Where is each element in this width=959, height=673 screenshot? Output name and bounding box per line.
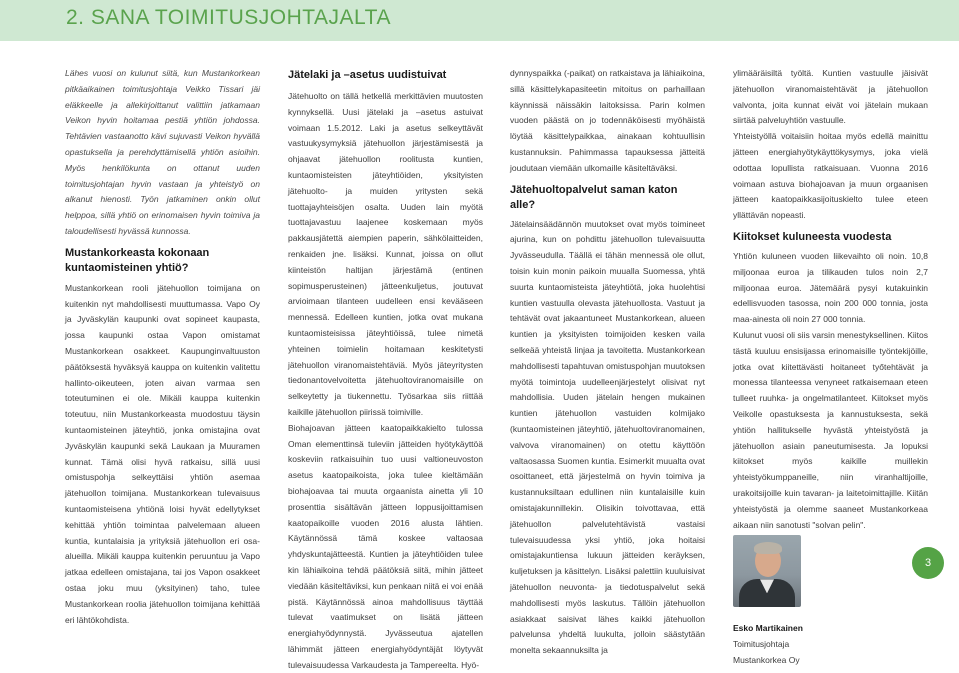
- body-paragraph: Biohajoavan jätteen kaatopaikkakielto tulossa Oman elementtinsä tuleviin jätteiden hyötykäyttöä koskeviin ratkaisuihin tuo uusi valtioneuvoston asetus kaatopaikoista, joka tulee kieltämään biohajoavaa tai muuta orgaanista ainetta yli 10 prosenttia sisältävän jätteen loppusijoittamisen kaatopaikoille vuoden 2016 alusta lähtien. Käytännössä tämä koskee valtaosaa yhdyskuntajätteestä. Kuntien ja jäteyhtiöiden tulee kin lähiaikoina tehdä päätöksiä siitä, mihin jätteet viedään käsiteltäviksi, kun penkaan niitä ei voi enää pistä. Käytännössä ainoa mahdollisuus täyttää tulevat vaatimukset on lisätä jätteen energiahyödynnystä. Jyvässeutua ajatellen lähimmät jätteen energiahyödyntäjät löytyvät tulevaisuudessa Varkaudesta ja Tampereelta. Hyö-: [288, 422, 483, 670]
- column-4: [733, 66, 928, 669]
- body-paragraph: Jätelainsäädännön muutokset ovat myös toimineet ajurina, kun on pohdittu jätehuollon tulevaisuutta Jyvässeudulla. Täällä ei tähän mennessä ole ollut, toisin kuin monin paikoin muualla Suomessa, yhtä suurta kuntaomisteista jäteyhtiötä, joka huolehtisi kuntien vastuulla olevasta jätehuollosta. Vastuut ja tehtävät ovat jakaantuneet Mustankorkean, alueen kuntien ja yksityisten toimijoiden kesken vaila selkeää yhteistä linjaa ja tavoitetta. Mustankorkean mahdollisesti tapahtuvan omistuspohjan muutoksen myötä toimintoja uudelleenjärjestelyt olisivat nyt mahdollisia. Uuden jätelain hengen mukainen kuntien jätehuollon vastuiden kolmijako (kuntaomisteinen jäteyhtiö, jätehuoltoviranomainen, valvova viranomainen) on otettu käyttöön valtaosassa Suomen kuntia. Esimerkit muualta ovat osoittaneet, että järjestelmä on hyvin toimiva ja kustannuksiltaan edullinen niin kuntalaisille kuin omistajakunnillekin. Olisikin toivottavaa, että jätehuollon palvelutehtävistä vastaisi tulevaisuudessa yksi yhtiö, joka hoitaisi omistajakuntiensa lukuun jätteiden keräyksen, kuljetuksen ja käsittelyn. Lisäksi palettiin kuuluisivat jätehuollon neuvonta- ja tiedotuspalvelut sekä mahdollisesti myös laskutus. Tällöin jätehuollon asiakkaat saisivat lähes kaikki jätehuollon palvelunsa yhdeltä luukulta, jolloin säästytään monelta sekaannuksilta ja: [510, 218, 705, 656]
- body-paragraph: Jätehuolto on tällä hetkellä merkittävien muutosten kynnyksellä. Uusi jätelaki ja –asetus astuivat voimaan 1.5.2012. Laki ja asetus selkeyttävät vastuukysymyksiä jätehuollon järjestämisestä ja ohjaavat jätehuollon roolitusta kuntien, kuntaomisteisten jäteyhtiöiden, yksityisten jätehuolto- ja muiden yritysten sekä tuottajayhteisöjen osalta. Uuden lain myötä tuottajavastuu laajenee koskemaan myös pakkausjätettä aiempien paperin, sähkölaitteiden, renkaiden jne. lisäksi. Kunnat, joissa on ollut kiinteistön haltijan järjestämä (entinen sopimusperusteinen) jätteenkuljetus, joutuvat arvioimaan tilanteen uudelleen ensi kevääseen mennessä. Edelleen kuntien, jotka ovat mukana kuntaomisteisissa jäteyhtiöissä, tulee nimetä yhteinen toimielin hoitamaan keskitetysti jätehuollon viranomaistehtäviä. Myös jäteyritysten tiedonantovelvoitetta jätehuoltoviranomaisille on selkeytetty ja tiukennettu. Työsarkaa siis riittää kaikille jätehuollon piirissä toimiville.: [288, 91, 483, 417]
- body-paragraph: Kulunut vuosi oli siis varsin menestyksellinen. Kiitos tästä kuuluu ensisijassa erinomaisille työntekijöille, jotka ovat kiitettävästi hoitaneet tyőtehtävät ja monessa tilanteessa venyneet ratkaisemaan eteen tulleet ruuhka- ja ongelmatilanteet. Kiitokset myös Veikolle opastuksesta ja kannustuksesta, sekä yhtiön hallitukselle hyvästä yhteistyöstä ja jätehuollon asiain paneutumisesta. Ja lopuksi kiitokset myös kaikille muillekin yhteistyökumppaneille, niin viranhaltijoille, urakoitsijoille kuin tavaran- ja laitetoimittajille. Kiitän yhteistyöstä ja olemme saaneet Mustankorkeaa aikaan niin sanotusti "solvan pelin".: [733, 329, 928, 530]
- portrait-photo: [733, 535, 801, 607]
- portrait-hair: [754, 542, 782, 554]
- intro-paragraph: Lähes vuosi on kulunut siitä, kun Mustankorkean pitkäaikainen toimitusjohtaja Veikko Tissari jäi eläkkeelle ja allekirjoittanut valittiin jatkamaan Veikon hyvin hoitamaa pestiä yhtiön johdossa. Tehtävien vastaanotto kävi sujuvasti Veikon hyvällä opastuksella ja perehdyttämisellä yhtiön asioihin. Myös henkilökunta on ottanut uuden toimitusjohtajan hyvin vastaan ja yhteistyö on alkanut hienosti. Työn jatkaminen onkin ollut helppoa, sillä yhtiö on erinomaisen hyvin toimiva ja taloudellisesti hyvässä kunnossa.: [65, 68, 260, 236]
- signature-title: Toimitusjohtaja: [733, 639, 790, 650]
- section-heading-waste-law: Jätelaki ja –asetus uudistuivat: [288, 69, 447, 81]
- body-paragraph: dynnyspaikka (-paikat) on ratkaistava ja lähiaikoina, sillä käsittelykapasiteetin mitoitus on parhaillaan käynnissä näissäkin laitoksissa. Parin kolmen vuoden päästä on jo todennäköisesti myöhäistä löytää käsittelypaikkaa, ainakaan kohtuullisin kustannuksin. Pahimmassa tapauksessa jätteitä joudutaan viemään ulkomaille käsiteltäväksi.: [510, 68, 705, 173]
- body-paragraph: Yhteistyöllä voitaisiin hoitaa myös edellä mainittu jätteen energiahyötykäyttökysymys, joka vielä odottaa lopullista ratkaisuaan. Vuonna 2016 voimaan astuva biohajoavan ja muun orgaanisen jätteen kaatopaikkasijoituskielto tulee eteen yllättävän nopeasti.: [733, 131, 928, 221]
- column-2: [288, 66, 483, 673]
- section-heading-ownership: Mustankorkeasta kokonaan kuntaomisteinen yhtiö?: [65, 246, 210, 274]
- section-heading-thanks: Kiitokset kuluneesta vuodesta: [733, 230, 892, 243]
- body-paragraph: Mustankorkean rooli jätehuollon toimijana on kuitenkin nyt mahdollisesti muuttumassa. Vapo Oy ja Jyväskylän kaupunki ovat sopineet kaupasta, jossa kaupunki ostaa Vapon omistamat Mustankorkean osakkeet. Kaupunginvaltuuston päätöksestä hyväksyä kauppa on kuitenkin valitettu hallinto-oikeuteen, joten aivan varmaa sen toteutuminen ei ole. Mikäli kauppa kuitenkin toteutuu, niin Mustankorkeasta muodostuu täysin kuntaomisteinen jäteyhtiö, jonka omistajina ovat Jyväskylän kaupunki sekä Laukaan ja Muuramen kunnat. Tämä olisi hyvä ratkaisu, sillä uusi omistuspohja selkeyttäisi yhtiön asemaa jätehuollon toimijana. Mustankorkean tulevaisuus kuntaomisteisena yhtiönä loisi hyvät edellytykset kehittää yhtiön toimintaa palvelemaan alueen kuntia, kuntalaisia ja yrityksiä jätehuollon eri osa-alueilla. Mikäli kauppa kuitenkin peruuntuu ja Vapo jatkaa edelleen omistajana, tai jos Vapon osakkeet ostaa joku muu (yksityinen) taho, tulee Mustankorkean roolia jätehuollon toimijana kehittää eri lähtökohdista.: [65, 282, 260, 625]
- page-title: 2. SANA TOIMITUSJOHTAJALTA: [66, 6, 391, 29]
- page-header: [0, 0, 959, 41]
- signature-company: Mustankorkea Oy: [733, 654, 800, 665]
- signature-name: Esko Martikainen: [733, 623, 803, 634]
- page-number-badge: 3: [912, 547, 944, 579]
- body-paragraph: Yhtiön kuluneen vuoden liikevaihto oli noin. 10,8 miljoonaa euroa ja tilikauden tulos noin 2,7 miljoonaa euroa. Jätemäärä pysyi kutakuinkin edellisvuoden tasossa, noin 200 000 tonnia, josta maa-ainesta oli noin 27 000 tonnia.: [733, 250, 928, 325]
- section-heading-services: Jätehuoltopalvelut saman katon alle?: [510, 183, 678, 211]
- column-3: [510, 66, 705, 659]
- body-paragraph: ylimääräisiltä työltä. Kuntien vastuulle jäisivät jätehuollon viranomaistehtävät ja jätehuollon valvonta, joita kunnat eivät voi jätelain mukaan siirtää palveluyhtiön vastuulle.: [733, 68, 928, 126]
- column-1: [65, 66, 260, 628]
